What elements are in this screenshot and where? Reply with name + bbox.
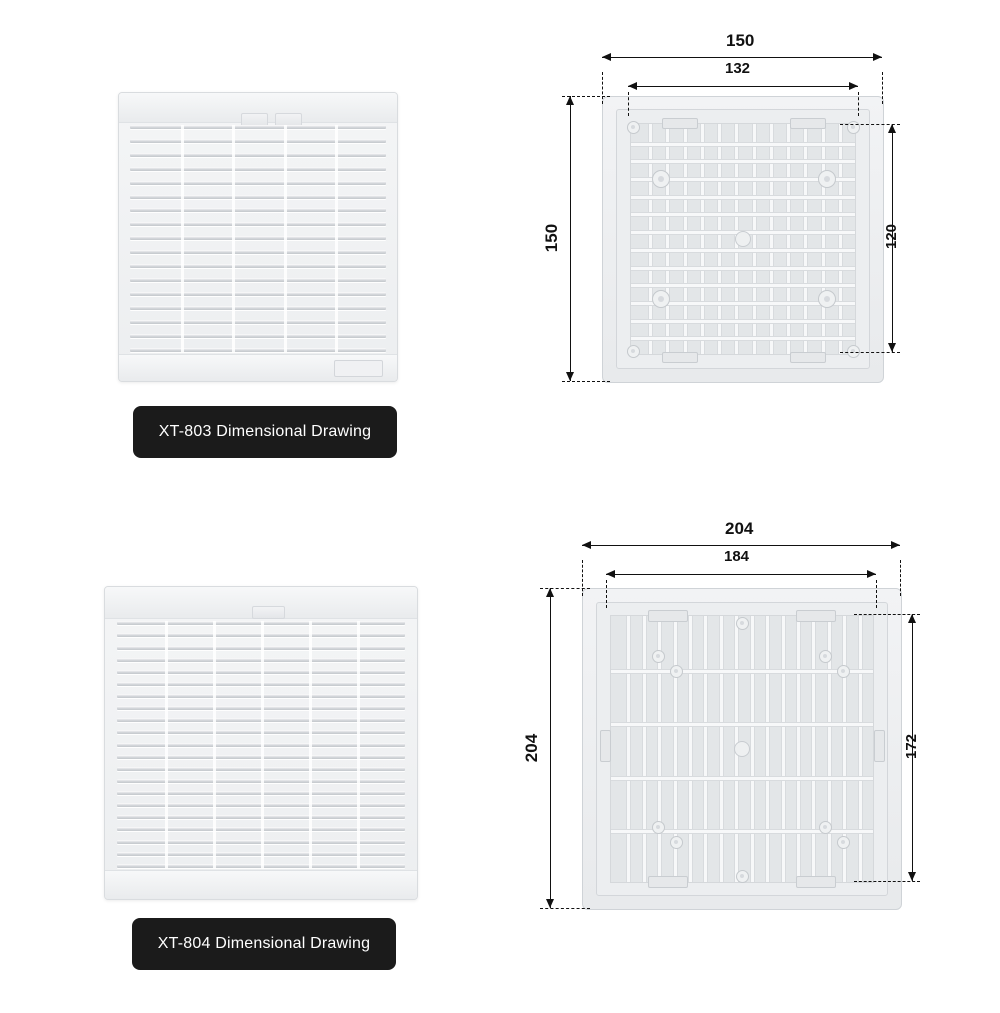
xt-803-caption: XT-803 Dimensional Drawing bbox=[133, 406, 397, 458]
grid-line-vertical bbox=[796, 616, 801, 882]
grid-line-horizontal bbox=[631, 283, 855, 288]
tech-clip-top-left bbox=[648, 610, 688, 622]
dim-arrow-up bbox=[566, 96, 574, 105]
grid-line-horizontal bbox=[611, 776, 873, 781]
grid-line-vertical bbox=[688, 616, 693, 882]
dim-arrow-down bbox=[566, 372, 574, 381]
tech-screw-small bbox=[847, 121, 860, 134]
grid-line-vertical bbox=[781, 616, 786, 882]
dim-outer-height-value: 204 bbox=[522, 733, 542, 763]
louver-divider-rib bbox=[357, 621, 360, 868]
louver-slat bbox=[130, 320, 386, 324]
grid-line-vertical bbox=[642, 616, 647, 882]
grid-line-horizontal bbox=[631, 159, 855, 164]
ext-line-inner-left bbox=[606, 580, 607, 608]
louver-divider-rib bbox=[284, 125, 287, 353]
ext-line-outer-right bbox=[882, 72, 883, 104]
tech-screw-small bbox=[670, 665, 683, 678]
louver-slat bbox=[130, 306, 386, 310]
dim-outer-width-value: 150 bbox=[726, 31, 755, 50]
louver-slat bbox=[130, 139, 386, 143]
tech-clip-top-right bbox=[790, 118, 826, 129]
louver-slat bbox=[130, 264, 386, 268]
dim-inner-height-value: 120 bbox=[883, 223, 901, 250]
tech-screw-small bbox=[819, 821, 832, 834]
tech-center-hub bbox=[734, 741, 750, 757]
ext-line-height-bottom bbox=[562, 381, 610, 382]
dim-outer-height-value: 150 bbox=[542, 223, 562, 253]
louver-slat bbox=[130, 167, 386, 171]
dim-inner-width-value: 132 bbox=[725, 60, 751, 77]
grid-line-horizontal bbox=[611, 722, 873, 727]
louver-slat bbox=[130, 125, 386, 129]
dim-inner-width-value: 184 bbox=[724, 548, 750, 565]
grid-line-vertical bbox=[703, 616, 708, 882]
xt-803-front-view bbox=[118, 92, 398, 382]
dim-arrow-down bbox=[546, 899, 554, 908]
ext-line-inner-left bbox=[628, 92, 629, 116]
grid-line-horizontal bbox=[631, 266, 855, 271]
dim-inner-height-value: 172 bbox=[903, 733, 921, 760]
louver-slat bbox=[130, 222, 386, 226]
front-view-bottom-cap bbox=[105, 870, 417, 899]
grid-line-horizontal bbox=[611, 669, 873, 674]
front-view-latch bbox=[334, 360, 383, 376]
louver-divider-rib bbox=[335, 125, 338, 353]
dim-arrow-right bbox=[867, 570, 876, 578]
tech-clip-bottom-right bbox=[790, 352, 826, 363]
tech-screw-small bbox=[627, 345, 640, 358]
louver-slat bbox=[130, 208, 386, 212]
grid-line-horizontal bbox=[631, 248, 855, 253]
tech-screw-small bbox=[819, 650, 832, 663]
xt-804-louver-stack bbox=[117, 621, 404, 868]
ext-line-inner-height-bottom bbox=[854, 881, 920, 882]
louver-slat bbox=[130, 250, 386, 254]
tech-screw-bottom bbox=[736, 870, 749, 883]
tech-clip-bottom-right bbox=[796, 876, 836, 888]
grid-line-horizontal bbox=[631, 195, 855, 200]
louver-slat bbox=[130, 292, 386, 296]
dim-arrow-left bbox=[628, 82, 637, 90]
louver-divider-rib bbox=[181, 125, 184, 353]
dim-arrow-up bbox=[888, 124, 896, 133]
ext-line-outer-left bbox=[602, 72, 603, 104]
tech-screw-boss bbox=[818, 170, 836, 188]
dim-arrow-down bbox=[908, 872, 916, 881]
xt-804-technical-drawing bbox=[524, 518, 964, 918]
tech-clip-left-side bbox=[600, 730, 611, 762]
louver-slat bbox=[130, 153, 386, 157]
tech-clip-bottom-left bbox=[662, 352, 698, 363]
tech-screw-small bbox=[837, 665, 850, 678]
grid-line-horizontal bbox=[631, 212, 855, 217]
ext-line-inner-right bbox=[876, 580, 877, 608]
tech-clip-top-right bbox=[796, 610, 836, 622]
dim-arrow-left bbox=[582, 541, 591, 549]
louver-slat bbox=[130, 334, 386, 338]
tech-screw-small bbox=[670, 836, 683, 849]
grid-line-vertical bbox=[811, 616, 816, 882]
grid-line-horizontal bbox=[631, 142, 855, 147]
dim-line-outer-width bbox=[582, 545, 900, 546]
grid-line-vertical bbox=[765, 616, 770, 882]
grid-line-vertical bbox=[858, 616, 863, 882]
tech-screw-small bbox=[627, 121, 640, 134]
xt-804-caption: XT-804 Dimensional Drawing bbox=[132, 918, 396, 970]
tech-screw-boss bbox=[652, 290, 670, 308]
ext-line-height-bottom bbox=[540, 908, 590, 909]
dim-arrow-up bbox=[546, 588, 554, 597]
tech-clip-right-side bbox=[874, 730, 885, 762]
xt-804-front-view bbox=[104, 586, 418, 900]
tech-clip-bottom-left bbox=[648, 876, 688, 888]
louver-slat bbox=[130, 181, 386, 185]
dim-line-outer-height bbox=[570, 96, 571, 381]
dim-line-outer-height bbox=[550, 588, 551, 908]
grid-line-vertical bbox=[750, 616, 755, 882]
dim-arrow-up bbox=[908, 614, 916, 623]
dim-arrow-left bbox=[606, 570, 615, 578]
tech-center-hub bbox=[735, 231, 751, 247]
grid-line-vertical bbox=[719, 616, 724, 882]
louver-slat bbox=[130, 278, 386, 282]
ext-line-inner-height-bottom bbox=[840, 352, 900, 353]
ext-line-outer-right bbox=[900, 560, 901, 596]
tech-screw-small bbox=[837, 836, 850, 849]
dim-arrow-right bbox=[891, 541, 900, 549]
tech-screw-small bbox=[652, 821, 665, 834]
louver-divider-rib bbox=[232, 125, 235, 353]
dim-line-inner-width bbox=[628, 86, 858, 87]
tech-screw-boss bbox=[818, 290, 836, 308]
dim-line-outer-width bbox=[602, 57, 882, 58]
xt-803-technical-drawing bbox=[540, 30, 960, 430]
louver-slat bbox=[130, 195, 386, 199]
ext-line-outer-left bbox=[582, 560, 583, 596]
xt-804-drawing-panel bbox=[0, 500, 1000, 1013]
dim-line-inner-width bbox=[606, 574, 876, 575]
dim-arrow-right bbox=[849, 82, 858, 90]
grid-line-horizontal bbox=[611, 829, 873, 834]
front-view-top-tab bbox=[252, 606, 285, 619]
grid-line-vertical bbox=[626, 616, 631, 882]
tech-screw-small bbox=[847, 345, 860, 358]
dim-arrow-right bbox=[873, 53, 882, 61]
louver-divider-rib bbox=[261, 621, 264, 868]
grid-line-horizontal bbox=[631, 319, 855, 324]
dim-arrow-left bbox=[602, 53, 611, 61]
grid-line-horizontal bbox=[631, 336, 855, 341]
ext-line-inner-right bbox=[858, 92, 859, 116]
louver-divider-rib bbox=[213, 621, 216, 868]
louver-divider-rib bbox=[309, 621, 312, 868]
tech-screw-small bbox=[652, 650, 665, 663]
louver-slat bbox=[130, 348, 386, 352]
tech-clip-top-left bbox=[662, 118, 698, 129]
dim-outer-width-value: 204 bbox=[725, 519, 754, 538]
tech-screw-top bbox=[736, 617, 749, 630]
xt-803-louver-stack bbox=[130, 125, 386, 353]
xt-803-drawing-panel bbox=[0, 0, 1000, 500]
dim-arrow-down bbox=[888, 343, 896, 352]
louver-slat bbox=[130, 236, 386, 240]
louver-divider-rib bbox=[165, 621, 168, 868]
tech-screw-boss bbox=[652, 170, 670, 188]
